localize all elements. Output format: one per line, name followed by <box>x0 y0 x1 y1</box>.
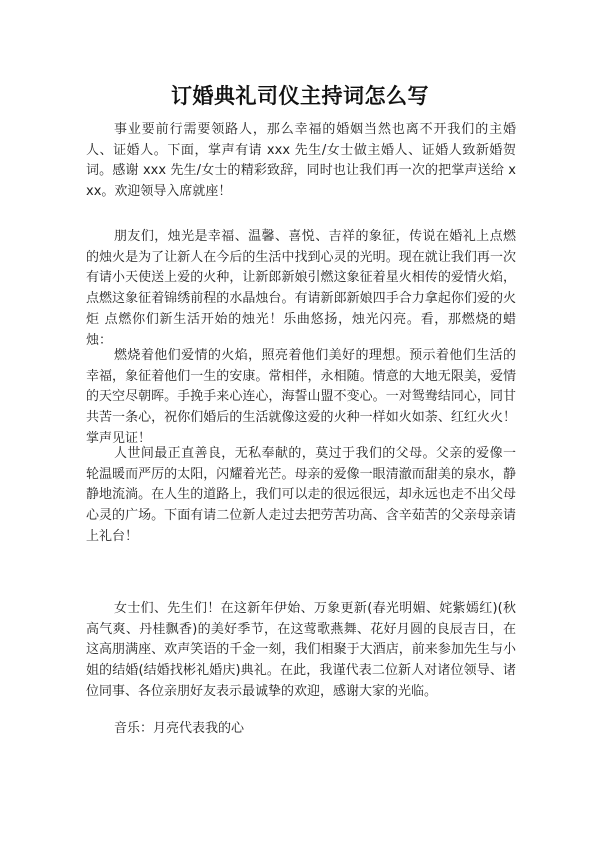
paragraph-parents-tribute: 人世间最正直善良，无私奉献的，莫过于我们的父母。父亲的爱像一轮温暖而严厉的太阳，闪耀着光芒。母亲的爱像一眼清澈而甜美的泉水，静静地流淌。在人生的道路上，我们可以走的很远很远，却永远也走不出父母心灵的广场。下面有请二位新人走过去把劳苦功高、含辛茹苦的父亲母亲请上礼台！ <box>86 446 516 544</box>
paragraph-candle-lighting: 朋友们，烛光是幸福、温馨、喜悦、吉祥的象征，传说在婚礼上点燃的烛火是为了让新人在今后的生活中找到心灵的光明。现在就让我们再一次有请小天使送上爱的火种，让新郎新娘引燃这象征着星火相传的爱情火焰，点燃这象征着锦绣前程的水晶烛台。有请新郎新娘四手合力拿起你们爱的火炬 点燃你们新生活开始的烛光！乐曲悠扬，烛光闪亮。看，那燃烧的蜡烛： <box>86 229 516 348</box>
paragraph-music-note: 音乐：月亮代表我的心 <box>114 721 245 736</box>
paragraph-welcome-speech: 女士们、先生们！在这新年伊始、万象更新(春光明媚、姹紫嫣红)(秋高气爽、丹桂飘香)的美好季节，在这莺歌燕舞、花好月圆的良辰吉日，在这高朋满座、欢声笑语的千金一刻，我们相聚于大酒店，前来参加先生与小姐的结婚(结婚找彬礼婚庆)典礼。在此，我谨代表二位新人对诸位领导、诸位同事、各位亲朋好友表示最诚挚的欢迎，感谢大家的光临。 <box>86 601 516 699</box>
paragraph-officiant-intro: 事业要前行需要领路人，那么幸福的婚姻当然也离不开我们的主婚人、证婚人。下面，掌声有请 xxx 先生/女士做主婚人、证婚人致新婚贺词。感谢 xxx 先生/女士的精彩致辞，同时也让我们再一次的把掌声送给 xxx。欢迎领导入席就座！ <box>86 122 516 200</box>
paragraph-candle-blessing: 燃烧着他们爱情的火焰，照亮着他们美好的理想。预示着他们生活的幸福，象征着他们一生的安康。常相伴，永相随。情意的大地无限美，爱情的天空尽朝晖。手挽手来心连心，海誓山盟不变心。一对鸳鸯结同心，同甘共苦一条心，祝你们婚后的生活就像这爱的火种一样如火如荼、红红火火！掌声见证！ <box>86 348 516 446</box>
document-title: 订婚典礼司仪主持词怎么写 <box>171 84 429 108</box>
